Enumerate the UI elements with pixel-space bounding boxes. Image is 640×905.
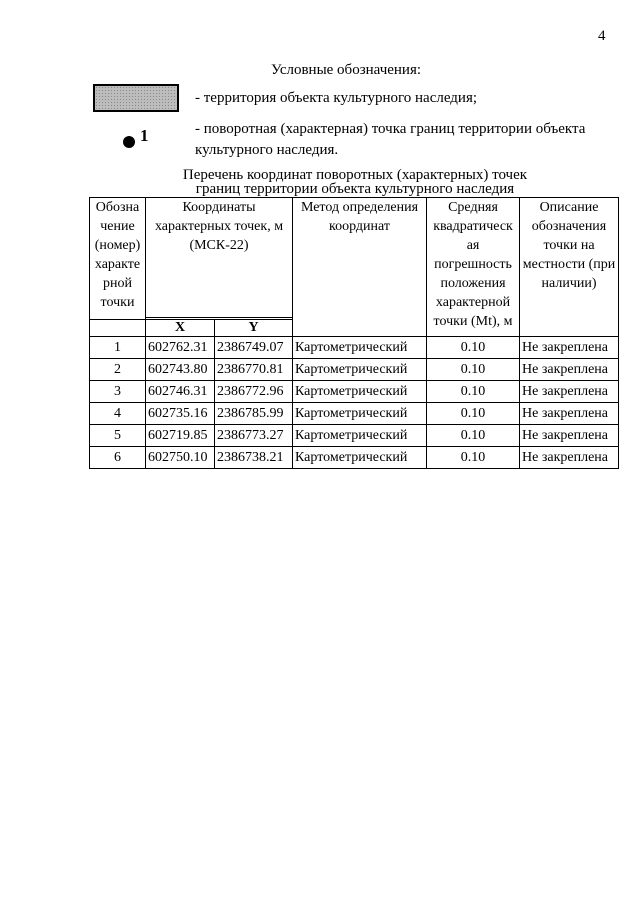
- cell-point-number: 2: [90, 359, 146, 381]
- cell-method: Картометрический: [293, 337, 427, 359]
- cell-y: 2386738.21: [215, 447, 293, 469]
- cell-method: Картометрический: [293, 403, 427, 425]
- turning-point-number: 1: [140, 126, 149, 145]
- cell-error: 0.10: [427, 381, 520, 403]
- cell-x: 602750.10: [146, 447, 215, 469]
- cell-method: Картометрический: [293, 447, 427, 469]
- cell-error: 0.10: [427, 425, 520, 447]
- cell-x: 602746.31: [146, 381, 215, 403]
- legend-territory-text: - территория объекта культурного наследия;: [195, 90, 478, 106]
- list-title-line-2: границ территории объекта культурного наследия: [195, 181, 515, 197]
- cell-description: Не закреплена: [520, 425, 619, 447]
- cell-x: 602743.80: [146, 359, 215, 381]
- table-row: [90, 403, 619, 425]
- coordinates-list-title: [90, 168, 620, 196]
- cell-method: Картометрический: [293, 425, 427, 447]
- header-coordinates: Координаты характерных точек, м (МСК-22): [146, 198, 293, 318]
- header-designation-bottom: [90, 320, 146, 337]
- legend-title: Условные обозначения:: [271, 62, 422, 78]
- cell-point-number: 5: [90, 425, 146, 447]
- page-number: 4: [598, 28, 606, 44]
- coordinates-table: [89, 197, 619, 469]
- cell-error: 0.10: [427, 447, 520, 469]
- table-row: [90, 337, 619, 359]
- cell-x: 602719.85: [146, 425, 215, 447]
- cell-error: 0.10: [427, 337, 520, 359]
- cell-description: Не закреплена: [520, 403, 619, 425]
- cell-x: 602762.31: [146, 337, 215, 359]
- cell-point-number: 4: [90, 403, 146, 425]
- cell-y: 2386772.96: [215, 381, 293, 403]
- cell-x: 602735.16: [146, 403, 215, 425]
- cell-y: 2386785.99: [215, 403, 293, 425]
- table-row: [90, 381, 619, 403]
- cell-error: 0.10: [427, 359, 520, 381]
- turning-point-icon: [123, 136, 135, 148]
- header-designation: Обозна чение (номер) характе рной точки: [90, 198, 146, 320]
- cell-y: 2386770.81: [215, 359, 293, 381]
- table-row: [90, 447, 619, 469]
- cell-description: Не закреплена: [520, 381, 619, 403]
- header-error: Средняя квадратическ ая погрешность положения характерной точки (Mt), м: [427, 198, 520, 337]
- cell-description: Не закреплена: [520, 359, 619, 381]
- legend-point-text: - поворотная (характерная) точка границ территории объекта культурного наследия.: [195, 121, 586, 158]
- heritage-territory-swatch: [93, 84, 179, 112]
- cell-error: 0.10: [427, 403, 520, 425]
- header-y: Y: [215, 320, 293, 337]
- cell-description: Не закреплена: [520, 447, 619, 469]
- table-row: [90, 359, 619, 381]
- cell-method: Картометрический: [293, 381, 427, 403]
- header-description: Описание обозначения точки на местности (при наличии): [520, 198, 619, 337]
- cell-point-number: 3: [90, 381, 146, 403]
- header-x: X: [146, 320, 215, 337]
- cell-y: 2386749.07: [215, 337, 293, 359]
- cell-method: Картометрический: [293, 359, 427, 381]
- cell-y: 2386773.27: [215, 425, 293, 447]
- cell-point-number: 1: [90, 337, 146, 359]
- cell-description: Не закреплена: [520, 337, 619, 359]
- header-method: Метод определения координат: [293, 198, 427, 337]
- cell-point-number: 6: [90, 447, 146, 469]
- list-title-line-1: Перечень координат поворотных (характерных) точек: [182, 167, 528, 183]
- table-row: [90, 425, 619, 447]
